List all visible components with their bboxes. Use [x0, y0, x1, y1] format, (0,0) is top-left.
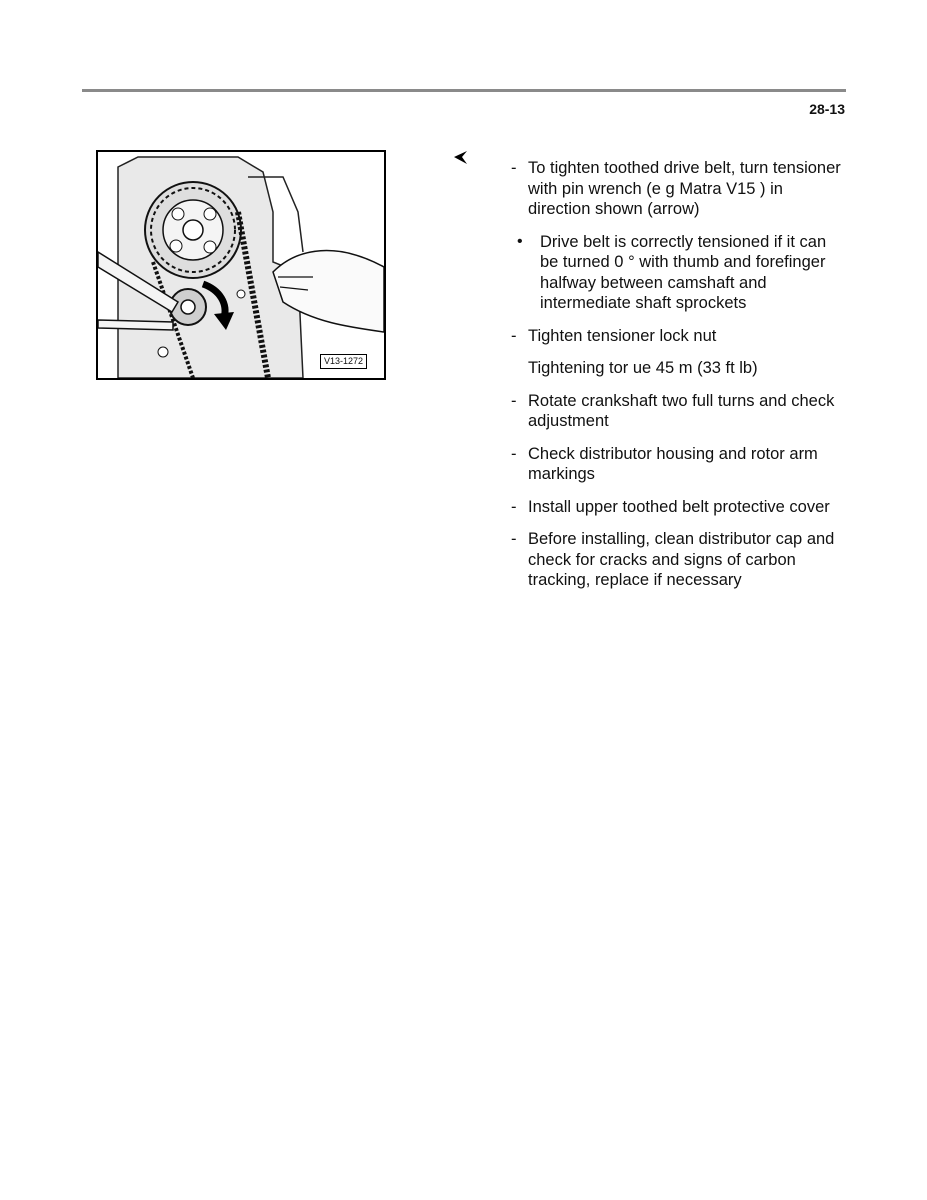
header-rule [82, 89, 846, 92]
tightening-torque-spec: Tightening tor ue 45 m (33 ft lb) [528, 359, 758, 377]
step-text: Before installing, clean distributor cap and check for cracks and signs of carbon tracking, replace if necessary [528, 530, 835, 589]
step-marker: - [511, 444, 517, 463]
timing-belt-illustration [96, 150, 386, 380]
figure-label: V13-1272 [320, 354, 367, 369]
note-text: Drive belt is correctly tensioned if it can be turned 0 ° with thumb and forefinger halfway between camshaft and intermediate shaft sprockets [540, 232, 827, 312]
step-text: Tighten tensioner lock nut [528, 326, 717, 345]
step-marker: - [511, 159, 517, 177]
step-marker: - [511, 497, 517, 516]
step-rotate-crankshaft [511, 391, 841, 432]
step-marker: - [511, 530, 517, 548]
bullet-marker: • [517, 232, 523, 250]
procedure-steps [511, 158, 841, 603]
pointer-arrow-icon [452, 149, 470, 172]
step-clean-cap [511, 529, 841, 591]
step-tighten-belt [511, 158, 841, 220]
step-check-distributor [511, 444, 841, 485]
step-marker: - [511, 391, 517, 410]
step-lock-nut [511, 326, 841, 347]
engine-drawing [98, 152, 384, 378]
step-text: To tighten toothed drive belt, turn tensioner with pin wrench (e g Matra V15 ) in direction shown (arrow) [528, 159, 841, 218]
step-marker: - [511, 326, 517, 345]
page-number: 28-13 [809, 101, 845, 117]
step-install-cover [511, 497, 841, 518]
note-belt-tension [511, 232, 841, 314]
step-text: Rotate crankshaft two full turns and check adjustment [528, 391, 835, 430]
step-text: Install upper toothed belt protective cover [528, 497, 830, 516]
step-text: Check distributor housing and rotor arm markings [528, 444, 818, 483]
